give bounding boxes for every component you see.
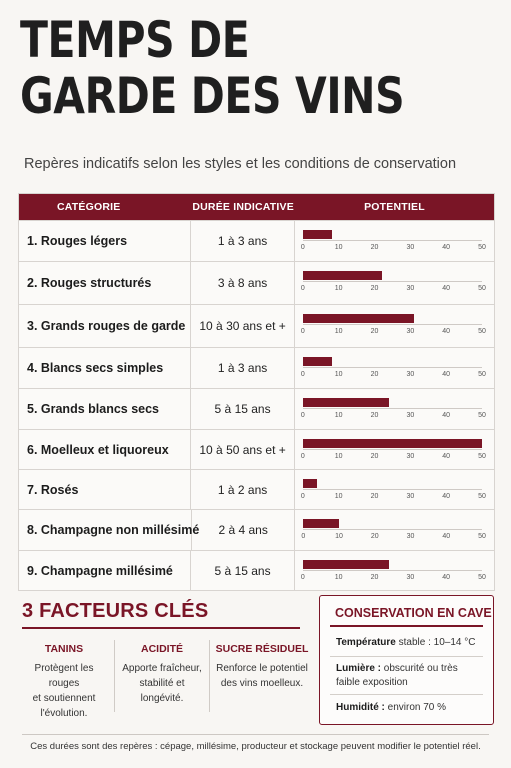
axis-tick-label: 20	[370, 285, 379, 292]
cellar-conditions-box	[319, 595, 494, 725]
factor-title: ACIDITÉ	[141, 643, 183, 655]
cellar-light: Lumière : obscurité ou très faible exposition	[336, 663, 458, 688]
row-category: 3. Grands rouges de garde	[19, 305, 191, 347]
potential-axis	[303, 324, 482, 325]
factor-text: Apporte fraîcheur, stabilité et longévité.	[122, 663, 202, 704]
axis-tick-label: 20	[370, 453, 379, 460]
row-potential	[295, 470, 494, 509]
factor-separator	[209, 640, 210, 712]
potential-axis	[303, 367, 482, 368]
axis-tick-label: 30	[406, 285, 415, 292]
table-row	[19, 509, 494, 550]
axis-tick-label: 10	[335, 533, 343, 540]
axis-tick-label: 0	[300, 285, 305, 292]
row-duration: 2 à 4 ans	[192, 510, 295, 550]
potential-bar	[303, 314, 414, 323]
table-row	[19, 304, 494, 347]
factor-separator	[114, 640, 115, 712]
axis-tick-label: 40	[442, 285, 451, 292]
row-category: 6. Moelleux et liquoreux	[19, 430, 191, 469]
table-header	[19, 194, 494, 220]
table-body	[19, 220, 494, 590]
axis-tick-label: 10	[334, 285, 343, 292]
axis-tick-label: 20	[370, 371, 379, 378]
factors-divider	[22, 627, 300, 629]
potential-axis	[303, 240, 482, 241]
axis-tick-label: 0	[301, 533, 306, 540]
table-row	[19, 550, 494, 590]
axis-tick-label: 30	[406, 493, 415, 500]
row-category: 8. Champagne non millésimé	[19, 510, 192, 550]
row-duration: 1 à 2 ans	[191, 470, 295, 509]
axis-tick-label: 40	[442, 412, 451, 419]
potential-axis	[303, 489, 482, 490]
axis-tick-label: 30	[406, 244, 415, 251]
potential-bar	[303, 271, 382, 280]
potential-axis	[303, 281, 482, 282]
axis-tick-label: 50	[478, 533, 486, 540]
axis-tick-label: 40	[442, 453, 451, 460]
page-title	[20, 12, 414, 124]
factor-title: TANINS	[44, 643, 84, 655]
title-line-2: GARDE DES VINS	[20, 67, 405, 125]
cellar-temperature: Température stable : 10–14 °C	[336, 637, 476, 648]
row-duration: 10 à 50 ans et +	[191, 430, 295, 469]
axis-tick-label: 40	[442, 574, 451, 581]
potential-bar	[303, 519, 339, 528]
axis-tick-label: 50	[478, 244, 486, 251]
axis-tick-label: 0	[300, 371, 305, 378]
potential-axis	[303, 570, 482, 571]
axis-tick-label: 50	[478, 493, 486, 500]
row-potential	[295, 389, 494, 429]
axis-tick-label: 30	[406, 453, 415, 460]
row-duration: 1 à 3 ans	[191, 348, 295, 388]
potential-bar	[303, 357, 332, 366]
aging-table	[18, 193, 495, 591]
factors-title: 3 FACTEURS CLÉS	[22, 600, 209, 622]
header-duration: DURÉE INDICATIVE	[192, 201, 294, 213]
row-duration: 1 à 3 ans	[191, 221, 295, 261]
axis-tick-label: 20	[370, 328, 379, 335]
row-potential	[295, 430, 494, 469]
table-row	[19, 469, 494, 509]
axis-tick-label: 0	[300, 574, 305, 581]
footer-divider	[22, 734, 489, 735]
axis-tick-label: 50	[478, 371, 486, 378]
axis-tick-label: 20	[370, 244, 379, 251]
axis-tick-label: 0	[300, 493, 305, 500]
table-row	[19, 388, 494, 429]
axis-tick-label: 50	[478, 285, 486, 292]
potential-bar	[303, 439, 482, 448]
axis-tick-label: 40	[442, 328, 451, 335]
cellar-separator	[330, 694, 483, 695]
axis-tick-label: 50	[478, 328, 486, 335]
potential-axis	[303, 449, 482, 450]
row-potential	[295, 305, 494, 347]
axis-tick-label: 40	[442, 244, 451, 251]
row-category: 7. Rosés	[19, 470, 191, 509]
factor-tanins	[18, 643, 110, 721]
axis-tick-label: 20	[370, 574, 379, 581]
potential-bar	[303, 398, 389, 407]
axis-tick-label: 30	[406, 328, 415, 335]
axis-tick-label: 40	[442, 493, 451, 500]
axis-tick-label: 10	[334, 244, 343, 251]
cellar-title-divider	[330, 625, 483, 627]
axis-tick-label: 50	[478, 412, 486, 419]
row-category: 2. Rouges structurés	[19, 262, 191, 304]
title-line-1: TEMPS DE	[20, 11, 250, 69]
axis-tick-label: 10	[334, 453, 343, 460]
axis-tick-label: 30	[406, 412, 415, 419]
row-potential	[295, 348, 494, 388]
axis-tick-label: 10	[334, 412, 343, 419]
axis-tick-label: 30	[406, 533, 415, 540]
axis-tick-label: 0	[300, 328, 305, 335]
subtitle: Repères indicatifs selon les styles et les conditions de conservation	[24, 156, 457, 172]
axis-tick-label: 50	[478, 574, 486, 581]
row-category: 4. Blancs secs simples	[19, 348, 191, 388]
axis-tick-label: 50	[478, 453, 486, 460]
factor-title: SUCRE RÉSIDUEL	[215, 643, 309, 655]
axis-tick-label: 10	[334, 371, 343, 378]
axis-tick-label: 10	[334, 328, 343, 335]
table-row	[19, 220, 494, 261]
axis-tick-label: 0	[300, 244, 305, 251]
table-row	[19, 261, 494, 304]
row-duration: 3 à 8 ans	[191, 262, 295, 304]
cellar-separator	[330, 656, 483, 657]
header-category: CATÉGORIE	[57, 201, 121, 213]
factor-text: Protègent les rouges et soutiennent l'évolution.	[32, 663, 96, 719]
axis-tick-label: 40	[442, 371, 451, 378]
cellar-humidity: Humidité : environ 70 %	[336, 702, 447, 713]
axis-tick-label: 20	[370, 533, 379, 540]
row-potential	[295, 262, 494, 304]
axis-tick-label: 40	[442, 533, 451, 540]
footer-note: Ces durées sont des repères : cépage, millésime, producteur et stockage peuvent modifier le potentiel réel.	[30, 741, 481, 752]
table-row	[19, 347, 494, 388]
axis-tick-label: 10	[334, 493, 343, 500]
row-potential	[295, 551, 494, 590]
row-duration: 5 à 15 ans	[191, 389, 295, 429]
row-category: 1. Rouges légers	[19, 221, 191, 261]
row-potential	[295, 510, 494, 550]
axis-tick-label: 0	[300, 453, 305, 460]
row-category: 5. Grands blancs secs	[19, 389, 191, 429]
header-potential: POTENTIEL	[364, 201, 425, 213]
axis-tick-label: 30	[406, 574, 415, 581]
potential-bar	[303, 479, 317, 488]
cellar-title: CONSERVATION EN CAVE	[335, 606, 492, 620]
axis-tick-label: 30	[406, 371, 415, 378]
factor-acidite	[116, 643, 208, 706]
axis-tick-label: 0	[300, 412, 305, 419]
factor-sucre	[212, 643, 312, 691]
table-row	[19, 429, 494, 469]
potential-axis	[303, 408, 482, 409]
factor-text: Renforce le potentiel des vins moelleux.	[216, 663, 308, 689]
axis-tick-label: 20	[370, 412, 379, 419]
row-duration: 10 à 30 ans et +	[191, 305, 295, 347]
axis-tick-label: 20	[370, 493, 379, 500]
row-potential	[295, 221, 494, 261]
row-category: 9. Champagne millésimé	[19, 551, 191, 590]
potential-axis	[303, 529, 482, 530]
row-duration: 5 à 15 ans	[191, 551, 295, 590]
potential-bar	[303, 230, 332, 239]
potential-bar	[303, 560, 389, 569]
axis-tick-label: 10	[334, 574, 343, 581]
